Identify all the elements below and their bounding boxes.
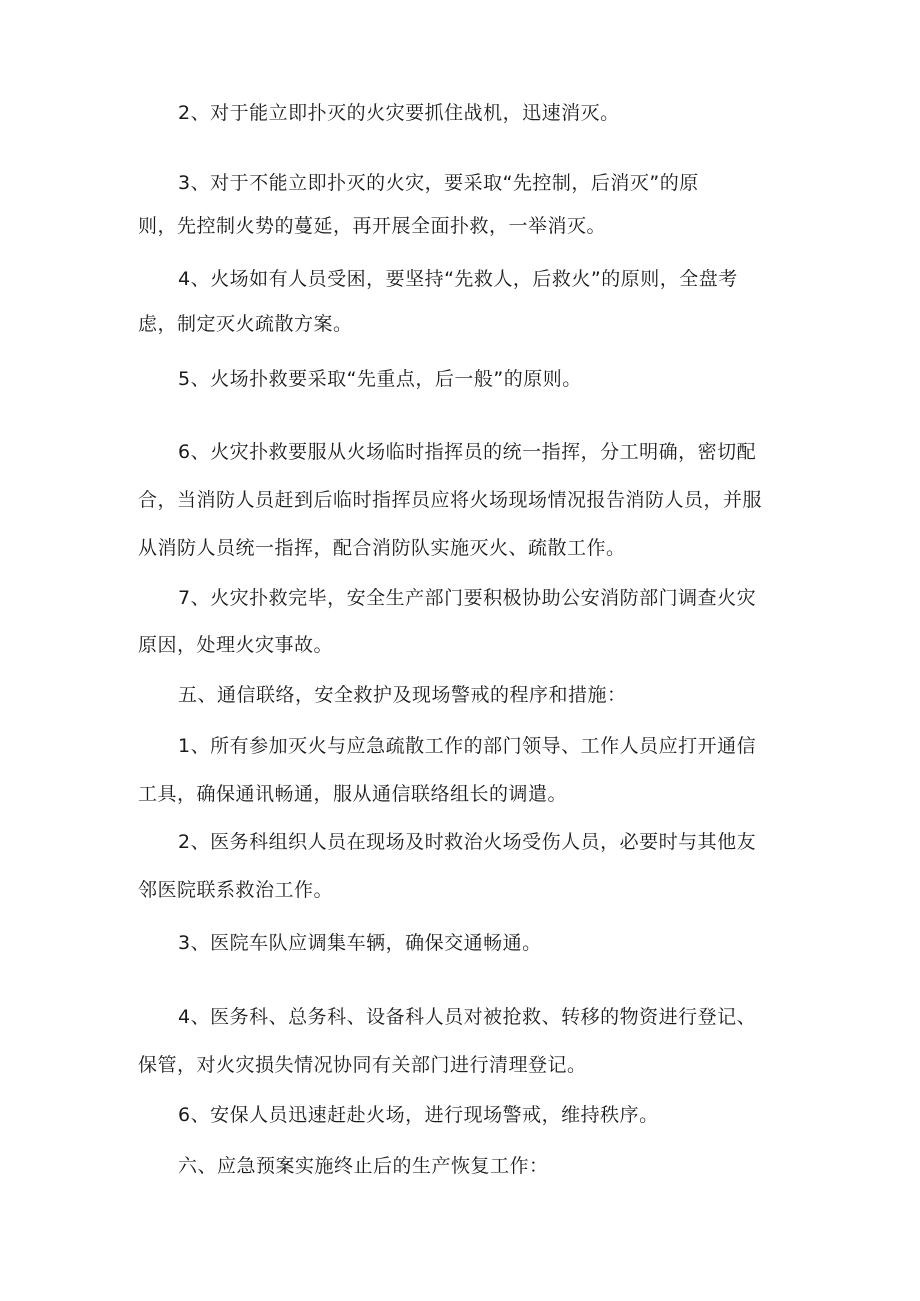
paragraph-4-line-1: 4、火场如有人员受困，要坚持“先救人，后救火”的原则，全盘考 xyxy=(178,268,738,290)
section-5-item-4-line-1: 4、医务科、总务科、设备科人员对被抢救、转移的物资进行登记、 xyxy=(178,1006,757,1028)
paragraph-7-line-1: 7、火灾扑救完毕，安全生产部门要积极协助公安消防部门调查火灾 xyxy=(178,587,757,609)
section-5-item-2-line-1: 2、医务科组织人员在现场及时救治火场受伤人员，必要时与其他友 xyxy=(178,831,757,853)
paragraph-7-line-2: 原因，处理火灾事故。 xyxy=(138,634,334,656)
paragraph-5-line-1: 5、火场扑救要采取“先重点，后一般”的原则。 xyxy=(178,368,582,390)
section-5-item-1-line-2: 工具，确保通讯畅通，服从通信联络组长的调遣。 xyxy=(138,783,568,805)
section-5-item-2-line-2: 邻医院联系救治工作。 xyxy=(138,879,334,901)
section-5-item-3-line-1: 3、医院车队应调集车辆，确保交通畅通。 xyxy=(178,932,542,954)
paragraph-3-line-1: 3、对于不能立即扑灭的火灾，要采取“先控制，后消灭”的原 xyxy=(178,172,699,194)
paragraph-4-line-2: 虑，制定灭火疏散方案。 xyxy=(138,313,353,335)
section-5-item-1-line-1: 1、所有参加灭火与应急疏散工作的部门领导、工作人员应打开通信 xyxy=(178,735,757,757)
paragraph-6-line-1: 6、火灾扑救要服从火场临时指挥员的统一指挥，分工明确，密切配 xyxy=(178,441,757,463)
paragraph-3-line-2: 则，先控制火势的蔓延，再开展全面扑救，一举消灭。 xyxy=(138,215,607,237)
section-6-heading: 六、应急预案实施终止后的生产恢复工作： xyxy=(178,1155,549,1177)
section-5-item-6-line-1: 6、安保人员迅速赶赴火场，进行现场警戒，维持秩序。 xyxy=(178,1104,659,1126)
section-5-item-4-line-2: 保管，对火灾损失情况协同有关部门进行清理登记。 xyxy=(138,1054,587,1076)
section-5-heading: 五、通信联络，安全救护及现场警戒的程序和措施： xyxy=(178,684,627,706)
paragraph-6-line-2: 合，当消防人员赶到后临时指挥员应将火场现场情况报告消防人员，并服 xyxy=(138,489,763,511)
paragraph-2-line-1: 2、对于能立即扑灭的火灾要抓住战机，迅速消灭。 xyxy=(178,102,620,124)
paragraph-6-line-3: 从消防人员统一指挥，配合消防队实施灭火、疏散工作。 xyxy=(138,537,626,559)
